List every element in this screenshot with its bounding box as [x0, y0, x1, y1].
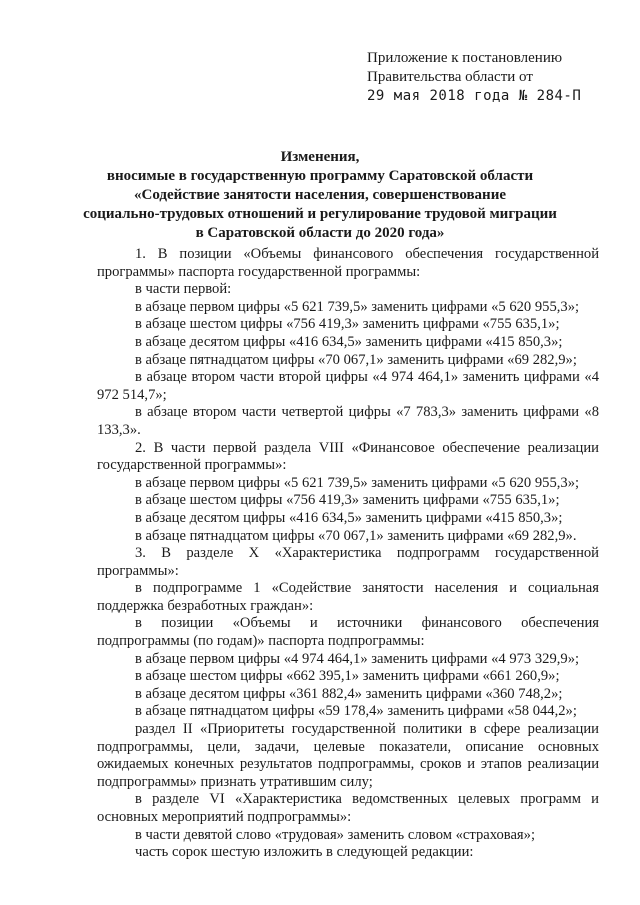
paragraph: в абзаце шестом цифры «662 395,1» заменить цифрами «661 260,9»;: [135, 668, 560, 685]
paragraph: 2. В части первой раздела VIII «Финансовое обеспечение реализации государственной программы»:: [97, 439, 599, 474]
paragraph: в абзаце десятом цифры «361 882,4» заменить цифрами «360 748,2»;: [135, 685, 563, 702]
paragraph: в абзаце первом цифры «5 621 739,5» заменить цифрами «5 620 955,3»;: [135, 474, 580, 491]
title-line-1: Изменения,: [280, 149, 360, 165]
appendix-line-2: Правительства области от: [367, 69, 533, 85]
paragraph: часть сорок шестую изложить в следующей редакции:: [135, 844, 474, 861]
paragraph: в абзаце десятом цифры «416 634,5» заменить цифрами «415 850,3»;: [135, 509, 563, 526]
appendix-line-3: 29 мая 2018 года № 284-П: [367, 88, 582, 104]
appendix-note: [367, 49, 617, 106]
paragraph: в позиции «Объемы и источники финансового обеспечения подпрограммы (по годам)» паспорта подпрограммы:: [97, 615, 599, 650]
paragraph: в абзаце шестом цифры «756 419,3» заменить цифрами «755 635,1»;: [135, 316, 560, 333]
title-line-4: социально-трудовых отношений и регулирование трудовой миграции: [83, 206, 557, 222]
title-line-5: в Саратовской области до 2020 года»: [195, 225, 445, 241]
paragraph: 1. В позиции «Объемы финансового обеспечения государственной программы» паспорта государственной программы:: [97, 246, 599, 280]
paragraph: в абзаце пятнадцатом цифры «59 178,4» заменить цифрами «58 044,2»;: [135, 703, 577, 720]
document-body: [97, 246, 599, 862]
paragraph: в абзаце пятнадцатом цифры «70 067,1» заменить цифрами «69 282,9».: [135, 527, 577, 544]
paragraph: в абзаце десятом цифры «416 634,5» заменить цифрами «415 850,3»;: [135, 333, 563, 350]
title-line-3: «Содействие занятости населения, совершенствование: [134, 187, 506, 203]
paragraph: в части девятой слово «трудовая» заменить словом «страховая»;: [135, 826, 535, 843]
paragraph: в абзаце втором части четвертой цифры «7 783,3» заменить цифрами «8 133,3».: [97, 404, 599, 438]
paragraph: в абзаце пятнадцатом цифры «70 067,1» заменить цифрами «69 282,9»;: [135, 351, 577, 368]
paragraph: в абзаце шестом цифры «756 419,3» заменить цифрами «755 635,1»;: [135, 492, 560, 509]
paragraph: в абзаце втором части второй цифры «4 974 464,1» заменить цифрами «4 972 514,7»;: [97, 369, 599, 403]
appendix-line-1: Приложение к постановлению: [367, 50, 563, 66]
title-line-2: вносимые в государственную программу Саратовской области: [106, 168, 534, 184]
document-title: [60, 148, 580, 243]
paragraph: 3. В разделе X «Характеристика подпрограмм государственной программы»:: [97, 545, 599, 579]
paragraph: в разделе VI «Характеристика ведомственных целевых программ и основных мероприятий подпрограммы»:: [97, 791, 599, 825]
paragraph: в части первой:: [135, 281, 232, 298]
paragraph: в подпрограмме 1 «Содействие занятости населения и социальная поддержка безработных граждан»:: [97, 580, 599, 614]
paragraph: в абзаце первом цифры «5 621 739,5» заменить цифрами «5 620 955,3»;: [135, 298, 580, 315]
paragraph: в абзаце первом цифры «4 974 464,1» заменить цифрами «4 973 329,9»;: [135, 650, 580, 667]
paragraph: раздел II «Приоритеты государственной политики в сфере реализации подпрограммы, цели, задачи, целевые показатели, описание основных ожидаемых конечных результатов подпрограммы, сроков и этапов реализации подпрограммы» признать утратившим силу;: [97, 721, 599, 790]
